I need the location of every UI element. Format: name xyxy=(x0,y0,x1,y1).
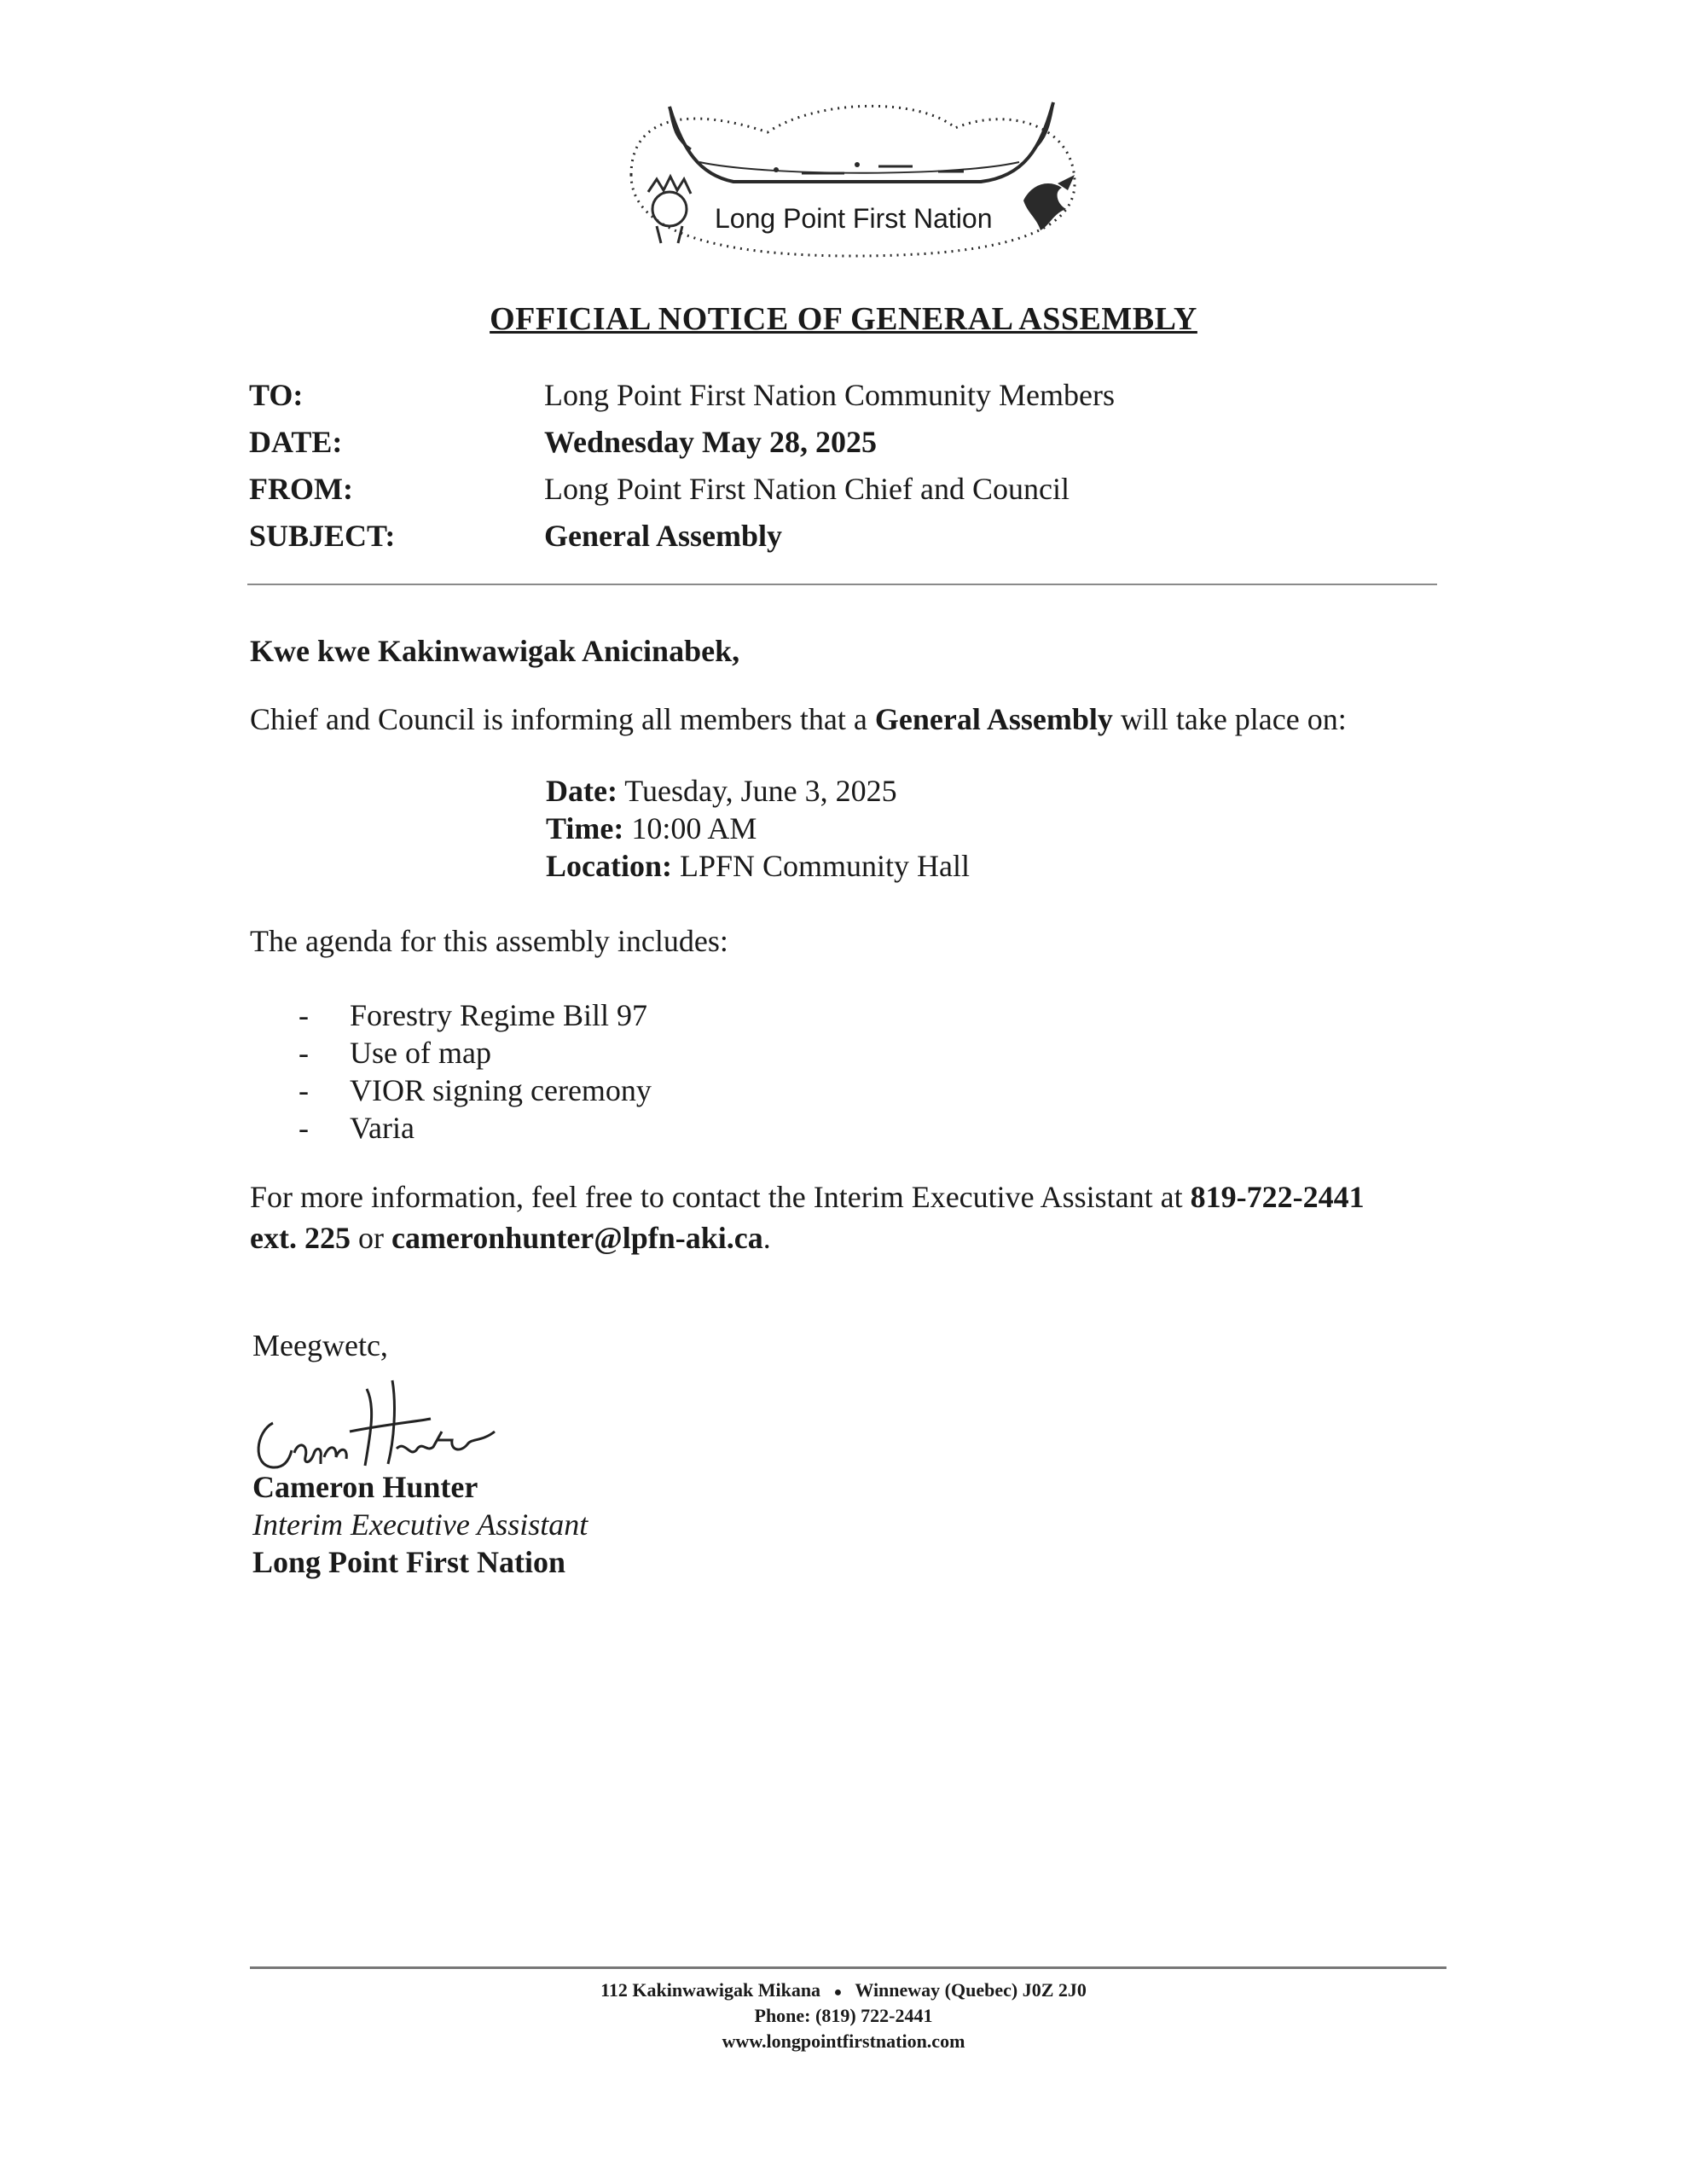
footer-divider xyxy=(250,1966,1446,1969)
detail-date xyxy=(546,773,897,809)
page-title: OFFICIAL NOTICE OF GENERAL ASSEMBLY xyxy=(490,301,1197,337)
list-item xyxy=(299,1109,652,1147)
chief-head-icon xyxy=(648,177,691,243)
contact-line-1 xyxy=(250,1179,1365,1215)
contact-ext: ext. 225 xyxy=(250,1221,351,1255)
greeting: Kwe kwe Kakinwawigak Anicinabek, xyxy=(250,634,740,668)
agenda-intro: The agenda for this assembly includes: xyxy=(250,924,728,958)
signer-org: Long Point First Nation xyxy=(252,1545,566,1579)
subject-value: General Assembly xyxy=(544,519,782,553)
intro-bold: General Assembly xyxy=(874,702,1113,736)
list-item xyxy=(299,996,652,1034)
detail-location-label: Location: xyxy=(546,849,672,883)
header-divider xyxy=(247,584,1437,585)
list-item-text: Forestry Regime Bill 97 xyxy=(350,998,647,1032)
detail-date-value: Tuesday, June 3, 2025 xyxy=(617,774,897,808)
footer-address xyxy=(0,1978,1687,2006)
contact-text: For more information, feel free to contact the Interim Executive Assistant at xyxy=(250,1180,1191,1214)
closing: Meegwetc, xyxy=(252,1328,388,1362)
contact-period: . xyxy=(762,1221,771,1255)
signature-icon xyxy=(247,1372,520,1483)
list-dash: - xyxy=(299,1111,309,1145)
detail-date-label: Date: xyxy=(546,774,617,808)
footer-address-part2: Winneway (Quebec) J0Z 2J0 xyxy=(855,1979,1087,2001)
signer-title: Interim Executive Assistant xyxy=(252,1507,588,1542)
subject-label: SUBJECT: xyxy=(249,519,396,553)
eagle-icon xyxy=(1023,175,1075,230)
list-item xyxy=(299,1034,652,1072)
contact-email: cameronhunter@lpfn-aki.ca xyxy=(391,1221,763,1255)
intro-before: Chief and Council is informing all members that a xyxy=(250,702,875,736)
logo-text: Long Point First Nation xyxy=(715,203,993,234)
contact-or: or xyxy=(350,1221,391,1255)
footer-phone: Phone: (819) 722-2441 xyxy=(754,2005,933,2026)
date-value: Wednesday May 28, 2025 xyxy=(544,425,878,459)
signer-name: Cameron Hunter xyxy=(252,1470,478,1504)
list-item-text: Varia xyxy=(350,1111,415,1145)
contact-phone: 819-722-2441 xyxy=(1190,1180,1365,1214)
canoe-logo-icon xyxy=(597,81,1092,273)
to-value: Long Point First Nation Community Members xyxy=(544,378,1116,412)
from-label: FROM: xyxy=(249,472,353,506)
bullet-icon: ● xyxy=(833,1985,843,2000)
detail-time-label: Time: xyxy=(546,811,624,845)
to-label: TO: xyxy=(249,378,304,412)
list-item xyxy=(299,1072,652,1109)
contact-line-2 xyxy=(250,1220,771,1256)
from-value: Long Point First Nation Chief and Council xyxy=(544,472,1070,506)
intro-paragraph xyxy=(250,701,1347,737)
list-dash: - xyxy=(299,1073,309,1107)
long-point-first-nation-logo xyxy=(597,81,1092,273)
detail-location xyxy=(546,848,970,884)
list-dash: - xyxy=(299,998,309,1032)
footer-address-part1: 112 Kakinwawigak Mikana xyxy=(600,1979,821,2001)
footer-website: www.longpointfirstnation.com xyxy=(722,2030,965,2052)
list-item-text: Use of map xyxy=(350,1036,491,1070)
date-label: DATE: xyxy=(249,425,343,459)
detail-time xyxy=(546,810,757,846)
detail-time-value: 10:00 AM xyxy=(623,811,757,845)
handwritten-signature xyxy=(247,1372,520,1483)
agenda-list xyxy=(299,996,652,1147)
list-item-text: VIOR signing ceremony xyxy=(350,1073,652,1107)
intro-after: will take place on: xyxy=(1112,702,1347,736)
detail-location-value: LPFN Community Hall xyxy=(672,849,971,883)
list-dash: - xyxy=(299,1036,309,1070)
